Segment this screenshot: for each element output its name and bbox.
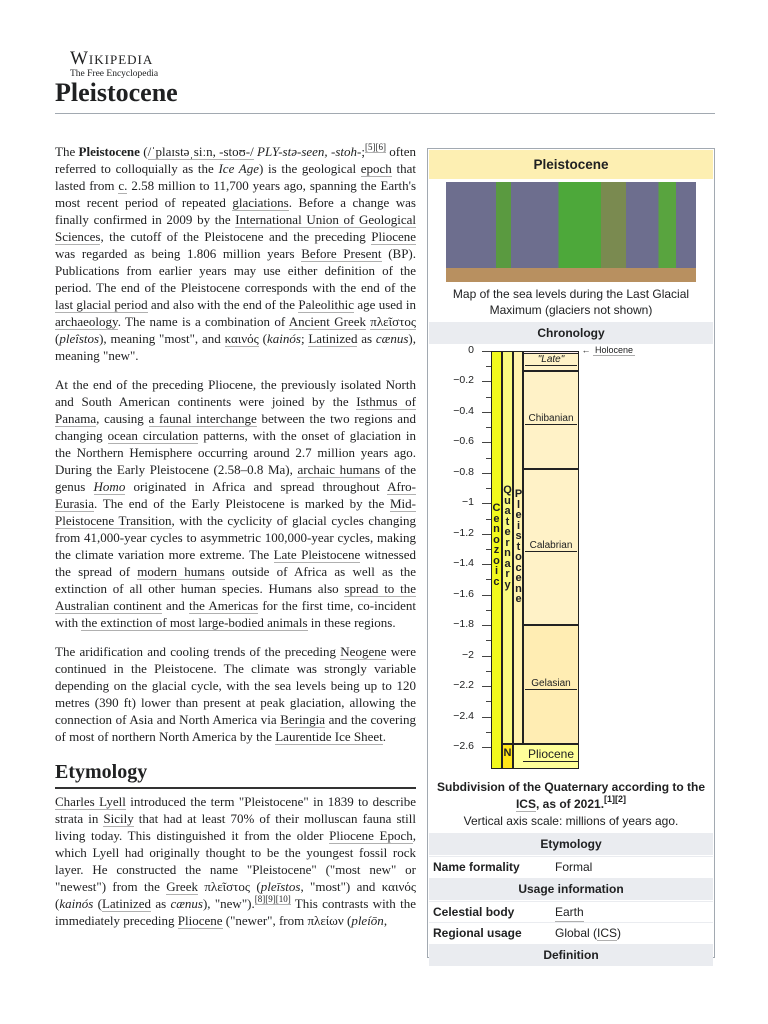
article-link[interactable]: archaic humans <box>297 462 381 477</box>
axis-tick-label: −2.6 <box>453 739 474 752</box>
text-run: and the covering of most of northern North America by the <box>55 712 416 744</box>
article-link[interactable]: archaeology <box>55 314 118 329</box>
axis-tick-label: −0.8 <box>453 465 474 478</box>
italic-text: kainós <box>59 896 94 911</box>
text-run: ( <box>139 144 148 159</box>
text-run: witnessed the spread of <box>55 547 416 579</box>
axis-tick <box>482 595 491 596</box>
text-run: and <box>161 598 189 613</box>
text-run: in these regions. <box>307 615 396 630</box>
italic-text: pleîstos <box>59 331 100 346</box>
article-link[interactable]: /ˈplaɪstəˌsiːn, -stoʊ-/ <box>147 144 254 159</box>
axis-tick-label: −2 <box>462 648 474 661</box>
earth-link[interactable]: Earth <box>555 902 584 922</box>
article-link[interactable]: Homo <box>93 479 126 494</box>
article-link[interactable]: Afro-Eurasia <box>55 479 416 511</box>
italic-text: Ice Age <box>218 161 259 176</box>
wikipedia-logo[interactable] <box>70 49 158 80</box>
italic-text: PLY-stə-seen, -stoh- <box>257 144 362 159</box>
axis-tick <box>482 747 491 748</box>
paragraph-intro <box>55 143 416 364</box>
text-run: This contrasts with the immediately preceding <box>55 896 416 928</box>
article-link[interactable]: ocean circulation <box>107 428 199 443</box>
article-link[interactable]: the Americas <box>188 598 259 613</box>
axis-tick-label: −0.2 <box>453 374 474 387</box>
text-run: ), meaning "new". <box>55 331 416 363</box>
axis-tick <box>482 564 491 565</box>
text-run: ; <box>361 144 365 159</box>
axis-tick-label: −0.6 <box>453 435 474 448</box>
italic-text: pleíōn <box>351 913 384 928</box>
article-link[interactable]: Latinized <box>101 896 152 911</box>
article-link[interactable]: Mid-Pleistocene Transition <box>55 496 416 528</box>
sea-level-map-image[interactable] <box>446 182 696 282</box>
text-run: ), meaning "most", and <box>99 331 225 346</box>
text-run: of the genus <box>55 462 416 494</box>
text-run: introduced the term "Pleistocene" in 1839 to describe strata in <box>55 794 416 826</box>
neogene-label[interactable]: N <box>503 746 512 759</box>
article-link[interactable]: Beringia <box>280 712 326 727</box>
label: Celestial body <box>433 905 515 919</box>
axis-tick <box>482 656 491 657</box>
text-run: (BP). Publications from earlier years may use either definition of the period. The end of the Pleistocene corresponds with the end of the <box>55 246 416 295</box>
chart-refs[interactable]: [1][2] <box>604 794 627 804</box>
article-link[interactable]: Charles Lyell <box>55 794 126 809</box>
italic-text: cænus <box>375 331 409 346</box>
etymology-heading: Etymology <box>429 833 713 855</box>
infobox <box>427 148 715 962</box>
row-regional-usage <box>429 922 713 943</box>
axis-tick <box>482 442 491 443</box>
label: Name formality <box>433 860 520 874</box>
stage-label[interactable]: "Late" <box>525 354 577 366</box>
axis-tick <box>482 381 491 382</box>
holocene-label[interactable]: Holocene <box>594 345 634 355</box>
text-run: , the cutoff of the Pleistocene and the preceding <box>100 229 372 244</box>
text-run: ( <box>55 331 60 346</box>
text-run: that had at least 70% of their molluscan fauna still living today. This distinguished it from the older <box>55 811 416 843</box>
article-link[interactable]: Greek <box>166 879 198 894</box>
definition-heading: Definition <box>429 944 713 966</box>
text-run: The <box>55 144 79 159</box>
axis-tick <box>482 412 491 413</box>
text-run: as <box>151 896 171 911</box>
label: Regional usage <box>433 926 522 940</box>
article-link[interactable]: International Union of Geological Sciences <box>55 212 416 244</box>
article-link[interactable]: modern humans <box>137 564 225 579</box>
text-run: The aridification and cooling trends of the preceding <box>55 644 341 659</box>
article-link[interactable]: πλεῖστος <box>370 314 416 329</box>
axis-tick <box>482 503 491 504</box>
text-run: patterns, with the onset of glaciation in the Northern Hemisphere occurring around 2.7 million years ago. During the Early Pleistocene (2.58–0.8 Ma), <box>55 428 416 477</box>
axis-tick <box>482 351 491 352</box>
citation-ref[interactable]: [8][9][10] <box>254 894 291 904</box>
ics-link[interactable]: ICS <box>597 926 618 940</box>
text-run: ), "new"). <box>202 896 255 911</box>
axis-tick-label: −1.2 <box>453 526 474 539</box>
italic-text: pleīstos <box>260 879 301 894</box>
text-run: At the end of the preceding Pliocene, the previously isolated North and South American continents were joined by the <box>55 377 416 409</box>
article-link[interactable]: Pliocene Epoch <box>329 828 413 843</box>
text-run: were continued in the Pleistocene. The climate was strongly variable depending on the glacial cycle, with the sea levels being up to 120 metres (390 ft) lower than present at peak glaciation, allowing the connection of Asia and North America via <box>55 644 416 727</box>
article-link[interactable]: Pliocene <box>371 229 416 244</box>
stage-label[interactable]: Gelasian <box>525 678 577 690</box>
text-run: as <box>357 331 376 346</box>
axis-tick <box>482 686 491 687</box>
pleistocene-label[interactable]: P l e i s t o c e n e <box>514 488 523 605</box>
article-link[interactable]: Ancient Greek <box>288 314 366 329</box>
text-run: for the first time, co-incident with <box>55 598 417 630</box>
text-run: , "most") and καινός ( <box>55 879 416 911</box>
text-run: and also with the end of the <box>147 297 299 312</box>
text-run: age used in <box>354 297 417 312</box>
text-run: ( <box>93 896 102 911</box>
text-run: originated in Africa and spread throughout <box>125 479 388 494</box>
article-link[interactable]: Neogene <box>340 644 387 659</box>
article-link[interactable]: a faunal interchange <box>148 411 257 426</box>
chronology-chart <box>428 345 714 775</box>
article-link[interactable]: Laurentide Ice Sheet <box>275 729 383 744</box>
axis-tick-label: −1.8 <box>453 618 474 631</box>
quaternary-label[interactable]: Q u a t e r n a r y <box>503 484 512 591</box>
article-link[interactable]: Late Pleistocene <box>273 547 361 562</box>
ics-link[interactable]: ICS <box>515 797 536 811</box>
axis-tick-label: −1 <box>462 496 474 509</box>
article-link[interactable]: glaciations <box>232 195 289 210</box>
chart-caption-text-2: , as of 2021. <box>535 797 605 811</box>
axis-tick <box>482 717 491 718</box>
article-link[interactable]: Paleolithic <box>298 297 355 312</box>
axis-tick <box>482 534 491 535</box>
text-run: πλεῖστος ( <box>197 879 261 894</box>
text-run: outside of Africa as well as the extinction of all other human species. Humans also <box>55 564 416 596</box>
paragraph-climate <box>55 643 416 745</box>
heading-etymology: Etymology <box>55 759 416 789</box>
citation-ref[interactable]: [5][6] <box>364 142 386 152</box>
value: Formal <box>555 860 593 874</box>
chart-scale-note: Vertical axis scale: millions of years ago. <box>463 814 679 828</box>
stage-label[interactable]: Chibanian <box>525 413 577 425</box>
paragraph-pliocene <box>55 376 416 631</box>
italic-text: kainós <box>266 331 301 346</box>
logo-wordmark: Wikipedia <box>70 48 154 69</box>
holocene-arrow-icon: ← <box>581 345 591 355</box>
axis-tick-label: −2.2 <box>453 679 474 692</box>
bold-term: Pleistocene <box>78 144 140 159</box>
article-link[interactable]: epoch <box>360 161 392 176</box>
row-name-formality <box>429 856 713 877</box>
row-celestial-body <box>429 901 713 922</box>
text-run: , with the cyclicity of glacial cycles changing from 41,000-year cycles to asymmetric 100,000-year cycles, making the climate variation more extreme. The <box>55 513 417 562</box>
axis-tick-label: −0.4 <box>453 404 474 417</box>
usage-heading: Usage information <box>429 878 713 900</box>
chart-caption <box>428 779 714 813</box>
axis-tick-label: −2.4 <box>453 709 474 722</box>
article-link[interactable]: Before Present <box>301 246 382 261</box>
article-link[interactable]: Isthmus of Panama <box>55 394 416 426</box>
text-run: ( <box>258 331 267 346</box>
article-link[interactable]: Latinized <box>308 331 358 346</box>
cenozoic-label[interactable]: C e n o z o i c <box>492 502 501 588</box>
italic-text: cænus <box>170 896 203 911</box>
text-run: between the two regions and changing <box>55 411 417 443</box>
text-run: ; <box>300 331 309 346</box>
article-body <box>55 143 416 941</box>
logo-tagline: The Free Encyclopedia <box>70 69 159 79</box>
pliocene-label[interactable]: Pliocene <box>523 747 579 762</box>
text-run: , which Lyell had originally thought to be the youngest fossil rock layer. He constructed the name "Pleistocene" ("most new" or "newest") from the <box>55 828 416 894</box>
text-run: ) is the geological <box>259 161 361 176</box>
article-link[interactable]: καινός <box>224 331 259 346</box>
article-link[interactable]: spread to the Australian continent <box>55 581 416 613</box>
axis-tick-label: −1.4 <box>453 557 474 570</box>
text-run: , causing <box>96 411 149 426</box>
text-run: , <box>383 913 388 928</box>
text-run: often referred to colloquially as the <box>55 144 416 176</box>
text-run: was regarded as being 1.806 million years <box>55 246 302 261</box>
title-divider <box>55 113 715 114</box>
article-link[interactable]: last glacial period <box>55 297 148 312</box>
text-run: . The name is a combination of <box>117 314 289 329</box>
chart-caption-text: Subdivision of the Quaternary according to the <box>436 780 706 794</box>
axis-tick-label: −1.6 <box>453 587 474 600</box>
article-link[interactable]: Sicily <box>103 811 134 826</box>
value-end: ) <box>617 926 622 940</box>
paragraph-etymology <box>55 793 416 929</box>
text-run: . <box>382 729 387 744</box>
infobox-title: Pleistocene <box>429 150 713 179</box>
axis-tick <box>482 473 491 474</box>
page-title: Pleistocene <box>55 78 178 107</box>
value: Global ( <box>555 926 598 940</box>
map-caption: Map of the sea levels during the Last Glacial Maximum (glaciers not shown) <box>452 287 690 317</box>
text-run: ("newer", from πλείων ( <box>222 913 352 928</box>
text-run: that lasted from <box>55 161 416 193</box>
chronology-heading: Chronology <box>429 322 713 344</box>
text-run: . Before a change was finally confirmed in 2009 by the <box>55 195 416 227</box>
article-link[interactable]: Pliocene <box>177 913 223 928</box>
stage-label[interactable]: Calabrian <box>525 540 577 552</box>
article-link[interactable]: c. <box>118 178 128 193</box>
text-run: 2.58 million to 11,700 years ago, spanning the Earth's most recent period of repeated <box>55 178 417 210</box>
article-link[interactable]: the extinction of most large-bodied animals <box>81 615 308 630</box>
axis-tick <box>482 625 491 626</box>
text-run: . The end of the Early Pleistocene is marked by the <box>93 496 390 511</box>
axis-tick-label: 0 <box>468 344 474 356</box>
